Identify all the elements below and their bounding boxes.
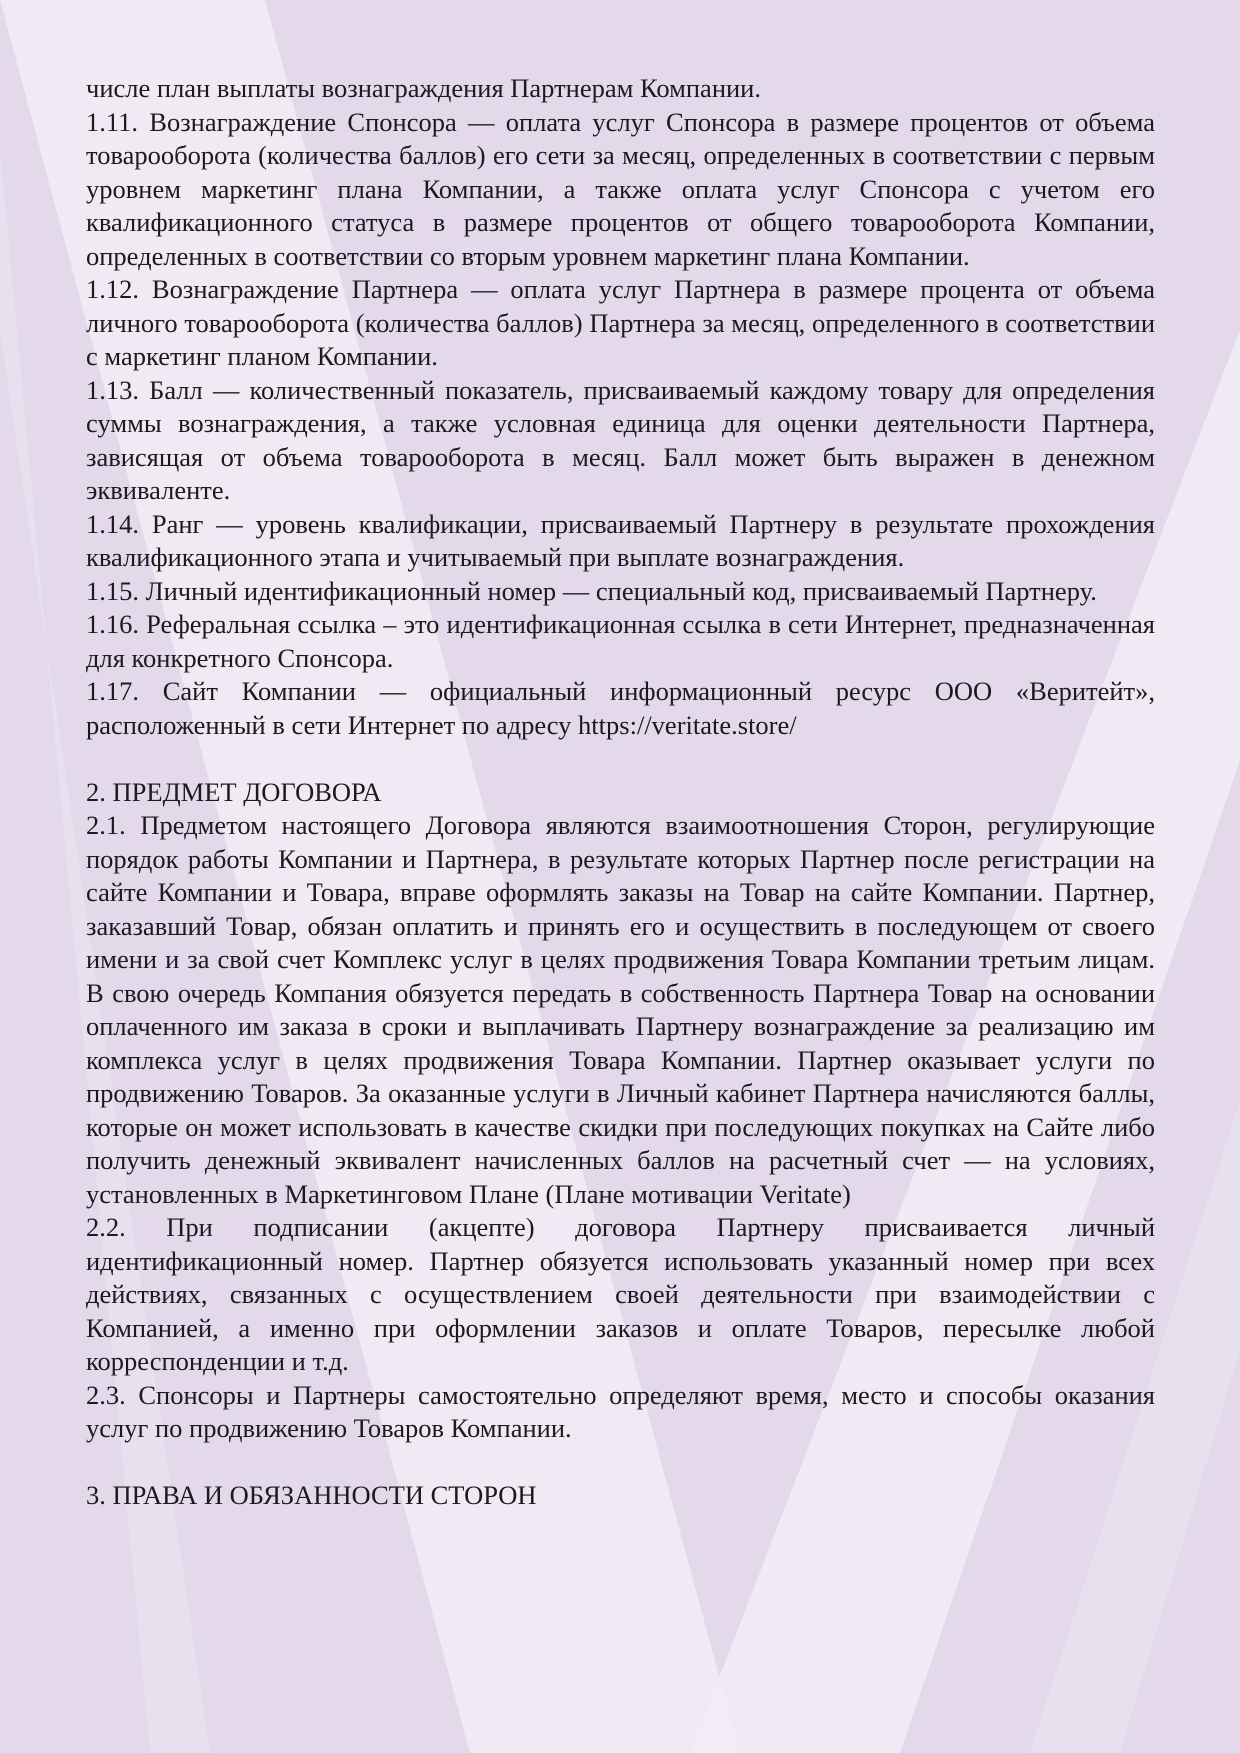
definition-1-12: 1.12. Вознаграждение Партнера — оплата услуг Партнера в размере процента от объема личного товарооборота (количества баллов) Партнера за месяц, определенного в соответствии с маркетинг планом Компании. [86, 274, 1155, 371]
intro-line: числе план выплаты вознаграждения Партнерам Компании. [86, 73, 761, 103]
clause-2-2: 2.2. При подписании (акцепте) договора Партнеру присваивается личный идентификационный номер. Партнер обязуется использовать указанный номер при всех действиях, связанных с осуществлением своей деятельности при взаимодействии с Компанией, а именно при оформлении заказов и оплате Товаров, пересылке любой корреспонденции и т.д. [86, 1212, 1155, 1376]
definition-1-17: 1.17. Сайт Компании — официальный информационный ресурс ООО «Веритейт», расположенный в сети Интернет по адресу https://veritate.store/ [86, 676, 1155, 740]
definition-1-16: 1.16. Реферальная ссылка – это идентификационная ссылка в сети Интернет, предназначенная для конкретного Спонсора. [86, 609, 1155, 673]
document-page [86, 72, 1155, 1513]
definition-1-15: 1.15. Личный идентификационный номер — специальный код, присваиваемый Партнеру. [86, 575, 1097, 606]
definition-1-13: 1.13. Балл — количественный показатель, присваиваемый каждому товару для определения суммы вознаграждения, а также условная единица для оценки деятельности Партнера, зависящая от объема товарооборота в месяц. Балл может быть выражен в денежном эквиваленте. [86, 374, 1155, 505]
clause-2-1: 2.1. Предметом настоящего Договора являются взаимоотношения Сторон, регулирующие порядок работы Компании и Партнера, в результате которых Партнер после регистрации на сайте Компании и Товара, вправе оформлять заказы на Товар на сайте Компании. Партнер, заказавший Товар, обязан оплатить и принять его и осуществить в последующем от своего имени и за свой счет Комплекс услуг в целях продвижения Товара Компании третьим лицам. В свою очередь Компания обязуется передать в собственность Партнера Товар на основании оплаченного им заказа в сроки и выплачивать Партнеру вознаграждение за реализацию им комплекса услуг в целях продвижения Товара Компании. Партнер оказывает услуги по продвижению Товаров. За оказанные услуги в Личный кабинет Партнера начисляются баллы, которые он может использовать в качестве скидки при последующих покупках на Сайте либо получить денежный эквивалент начисленных баллов на расчетный счет — на условиях, установленных в Маркетинговом Плане (Плане мотивации Veritate) [86, 810, 1155, 1209]
definition-1-14: 1.14. Ранг — уровень квалификации, присваиваемый Партнеру в результате прохождения квалификационного этапа и учитываемый при выплате вознаграждения. [86, 508, 1155, 572]
section-2-heading: 2. ПРЕДМЕТ ДОГОВОРА [86, 776, 382, 807]
definition-1-11: 1.11. Вознаграждение Спонсора — оплата услуг Спонсора в размере процентов от объема товарооборота (количества баллов) его сети за месяц, определенных в соответствии с первым уровнем маркетинг плана Компании, а также оплата услуг Спонсора с учетом его квалификационного статуса в размере процентов от общего товарооборота Компании, определенных в соответствии со вторым уровнем маркетинг плана Компании. [86, 106, 1155, 271]
clause-2-3: 2.3. Спонсоры и Партнеры самостоятельно определяют время, место и способы оказания услуг по продвижению Товаров Компании. [86, 1379, 1155, 1443]
section-3-heading: 3. ПРАВА И ОБЯЗАННОСТИ СТОРОН [86, 1480, 537, 1510]
